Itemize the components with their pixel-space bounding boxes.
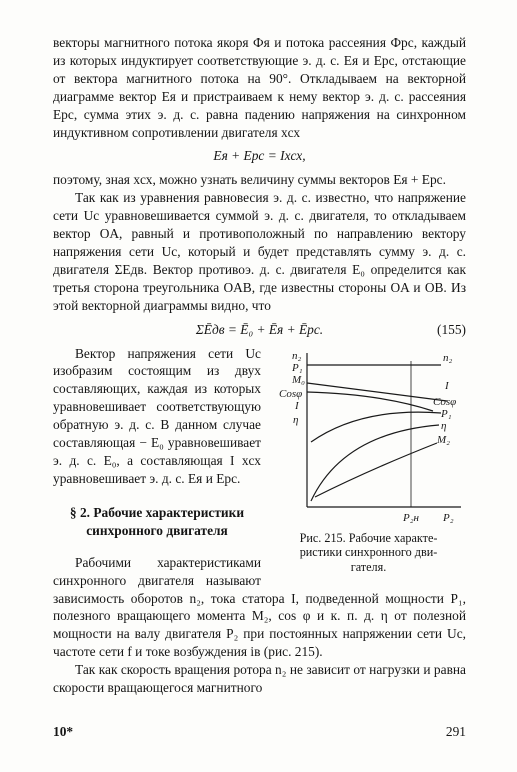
paragraph-4: Вектор напряжения сети Uс изобразим состоящим из двух составляющих, каждая из которых уравновешивает соответствующую обратную э. д. с. В данном случае составляющая − E₀ уравновешивает э. д. с. E₀, а составляющая I xсх уравновешивает э. д. с. Eя и Eрс.	[53, 345, 261, 486]
section-title-line-2: синхронного двигателя	[86, 522, 228, 538]
figure-215	[271, 347, 466, 575]
paragraph-6: Так как скорость вращения ротора n₂ не зависит от нагрузки и равна скорости вращающегося магнитного	[53, 662, 466, 696]
label-n2-left: n₂	[292, 349, 302, 362]
caption-line-3: гателя.	[350, 559, 387, 574]
curve-i	[307, 392, 433, 411]
signature-mark: 10*	[53, 724, 74, 739]
label-i-left: I	[295, 399, 299, 412]
label-n2-right: n₂	[443, 351, 453, 364]
section-title-line-1: Рабочие характеристики	[93, 504, 245, 520]
figure-caption	[271, 531, 466, 575]
paragraph-5: Рабочими характеристиками синхронного двигателя называют зависимость оборотов n₂, тока статора I, подведенной мощности P₁, полезного вращающего момента M₂, cos φ и к. п. д. η от полезной мощности на валу двигателя P₂ при постоянных напряжении сети Uс, частоте сети f и токе возбуждения iв (рис. 215).	[53, 554, 466, 660]
label-eta-left: η	[293, 413, 299, 426]
paragraph-2: поэтому, зная xсх, можно узнать величину суммы векторов Eя + Eрс.	[53, 172, 446, 188]
label-m0-left: M₀	[292, 373, 305, 386]
page-number: 291	[445, 724, 466, 739]
label-cos-left: Cosφ	[279, 387, 303, 400]
equation-1	[53, 147, 466, 165]
equation-number: (155)	[436, 321, 466, 337]
label-p1-left: P₁	[292, 361, 303, 374]
paragraph-1: векторы магнитного потока якоря Фя и потока рассеяния Фрс, каждый из которых индуктирует соответствующие э. д. с. Eя и Eрс, отстающие от вектора магнитного потока на 90°. Откладываем на векторной диаграмме вектор Eя и пристраиваем к нему вектор э. д. с. рассеяния Eрс, сумма этих э. д. с. равна падению напряжения на синхронном индуктивном сопротивлении двигателя xсх	[53, 35, 466, 140]
page-body	[53, 34, 466, 697]
caption-line-2: ристики синхронного дви-	[299, 545, 438, 559]
label-p2: P₂	[443, 511, 454, 524]
label-m2-right: M₂	[437, 433, 450, 446]
characteristics-chart	[271, 347, 466, 527]
paragraph-3: Так как из уравнения равновесия э. д. с. известно, что напряжение сети Uс уравновешивается суммой э. д. с. двигателя, то откладываем вектор OA, равный и противоположный по направлению вектору напряжения сети Uс, который и будет представлять сумму э. д. с. двигателя ΣEдв. Вектор противоэ. д. с. двигателя E₀ определится как третья сторона треугольника OAB, где известны стороны OA и OB. Из этой векторной диаграммы видно, что	[53, 190, 466, 313]
equation-1-text: Eя + Eрс = Ixсх,	[213, 148, 306, 164]
label-eta-right: η	[441, 419, 447, 432]
equation-155-text: ΣĒдв = Ē₀ + Ēя + Ēрс.	[195, 321, 324, 337]
equation-155	[53, 321, 466, 339]
label-p2n: P₂н	[403, 511, 420, 524]
label-p1-right: P₁	[441, 407, 452, 420]
caption-line-1: Рис. 215. Рабочие характе-	[299, 530, 438, 545]
page-footer	[53, 723, 466, 741]
curve-m2	[315, 443, 437, 497]
section-number: § 2.	[69, 504, 90, 520]
label-i-right: I	[445, 379, 449, 392]
label-cos-right: Cosφ	[433, 395, 457, 408]
